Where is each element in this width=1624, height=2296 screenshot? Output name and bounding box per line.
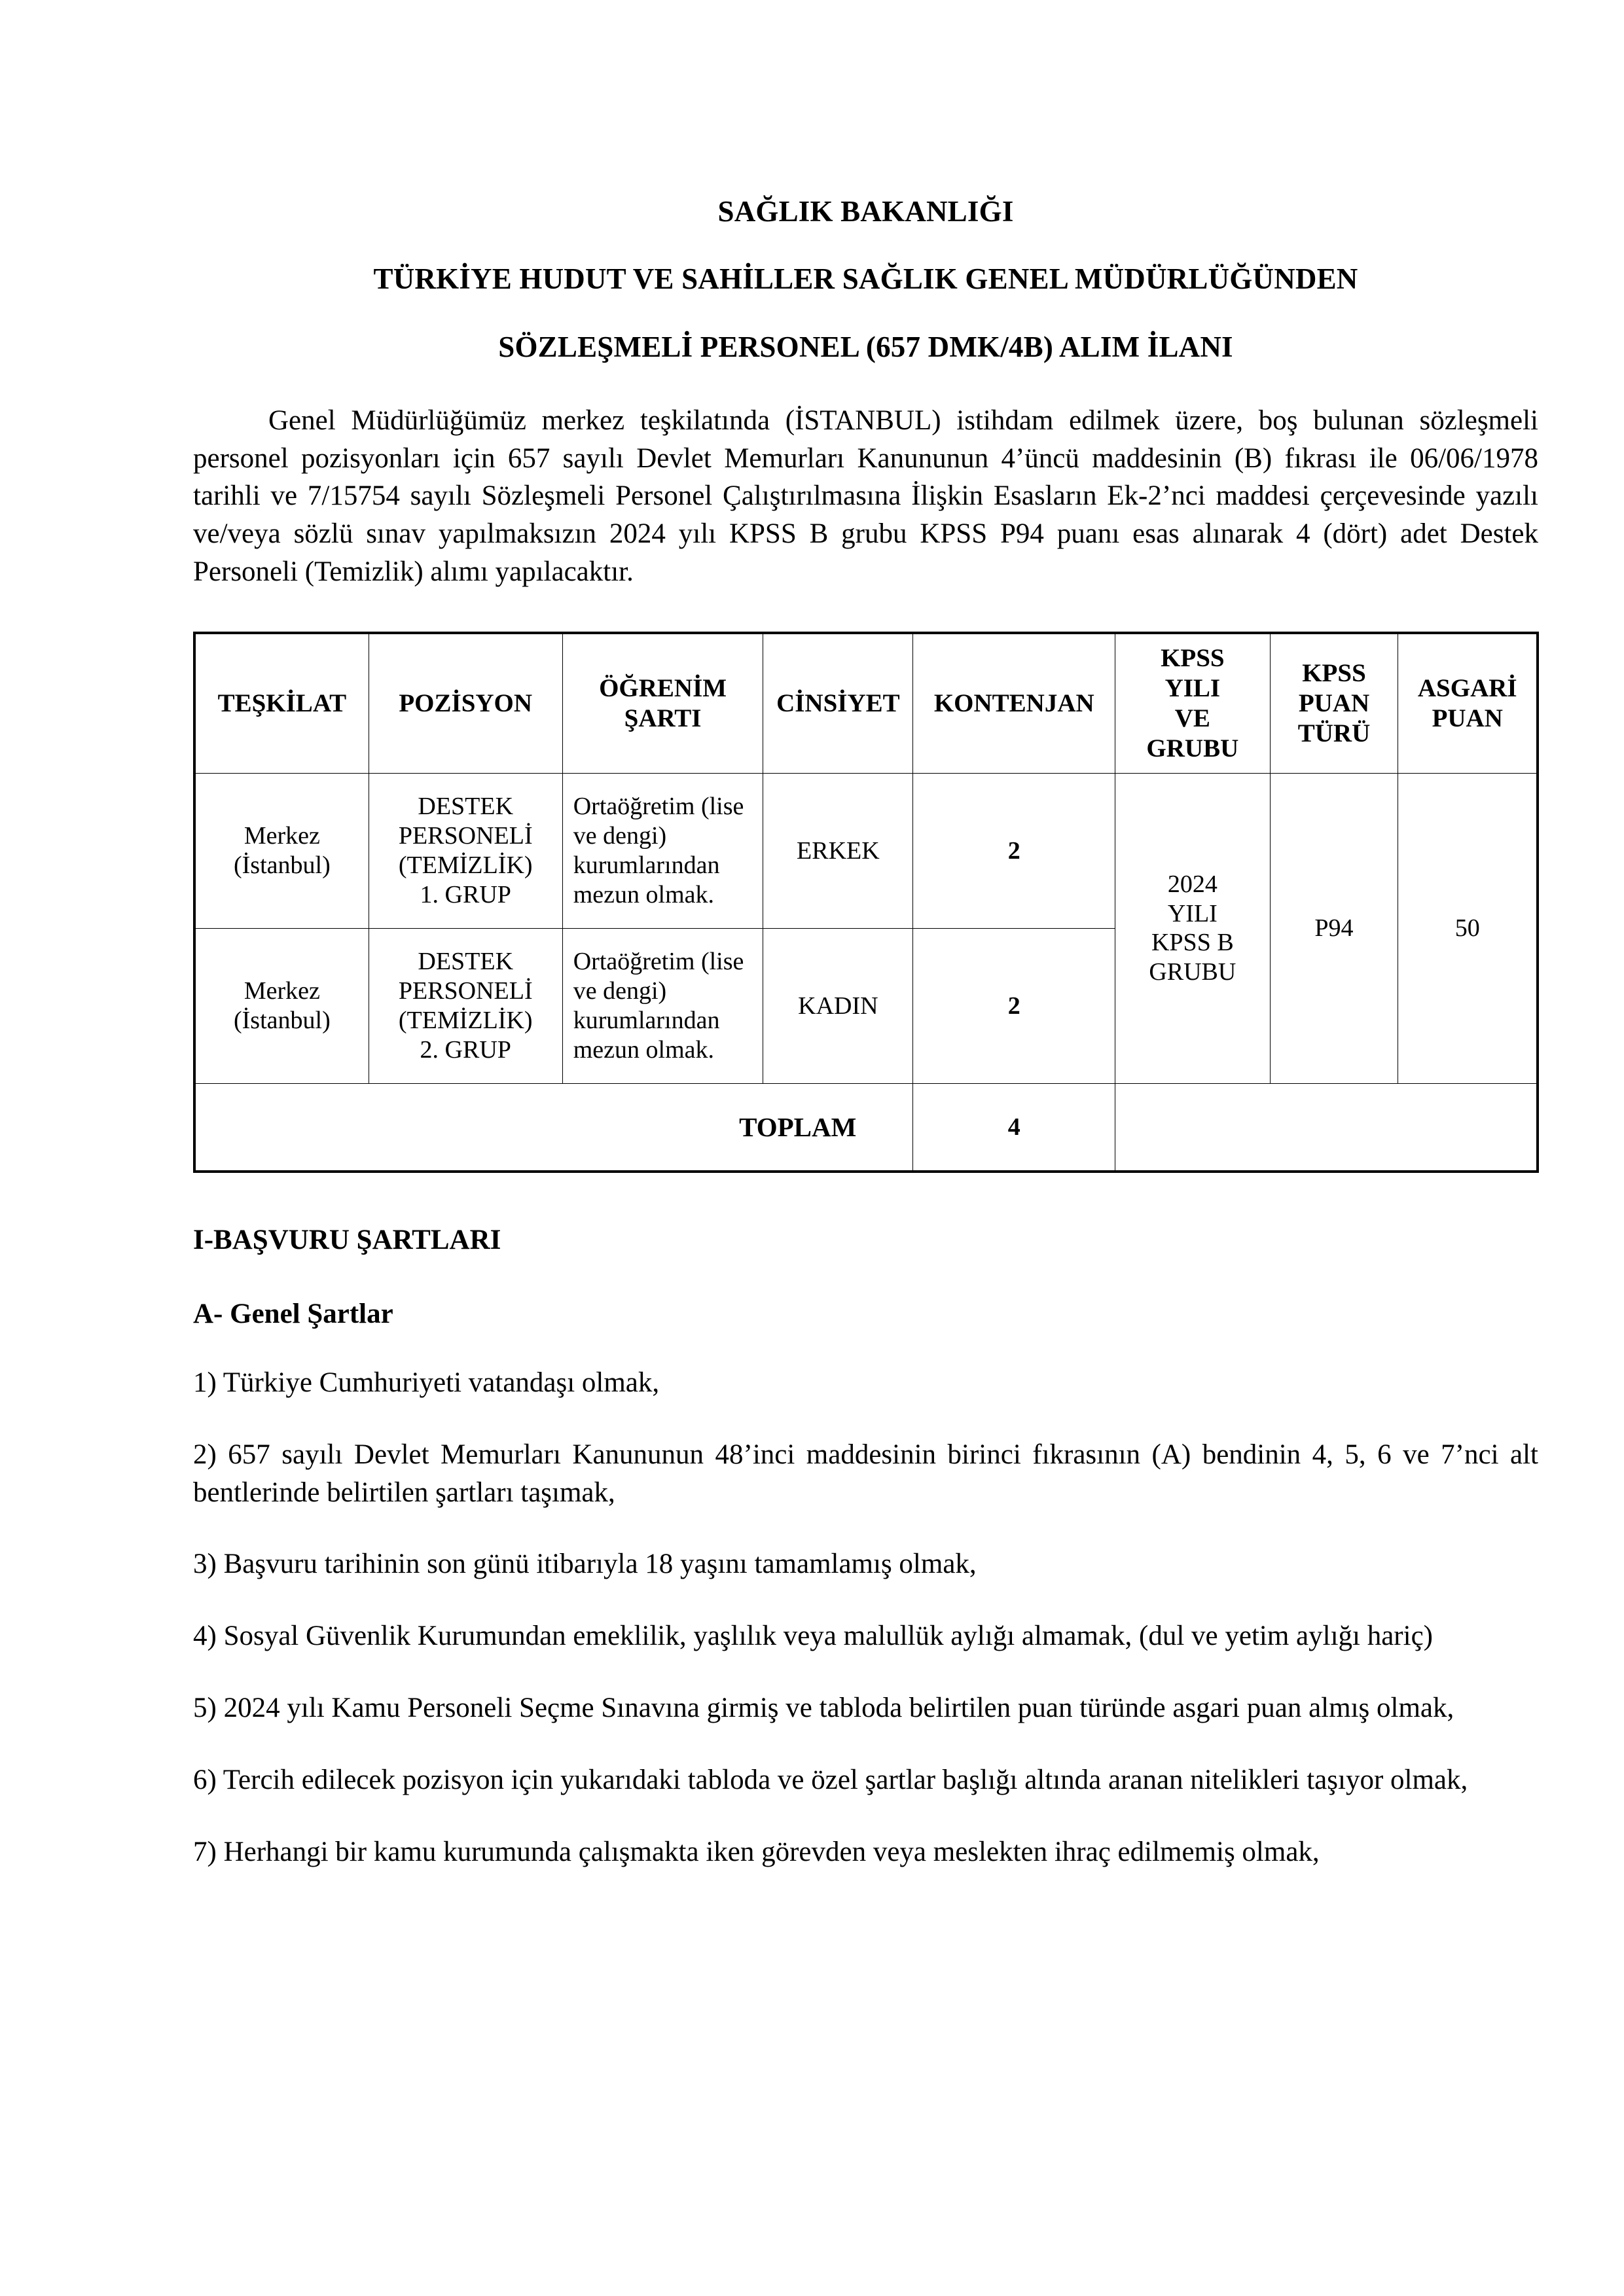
cell-pozisyon-line2: PERSONELİ (398, 822, 533, 850)
cell-kontenjan: 2 (913, 928, 1115, 1083)
cell-teskilat-line1: Merkez (244, 822, 320, 850)
document-title-announcement: SÖZLEŞMELİ PERSONEL (657 DMK/4B) ALIM İLANI (498, 330, 1233, 363)
header-kpss-yili-line3: VE (1174, 704, 1210, 732)
cell-ogrenim-sarti: Ortaöğretim (lise ve dengi) kurumlarından mezun olmak. (562, 928, 763, 1083)
cell-pozisyon-line1: DESTEK (418, 948, 514, 976)
condition-item-6: 6) Tercih edilecek pozisyon için yukarıdaki tabloda ve özel şartlar başlığı altında aranan nitelikleri taşıyor olmak, (193, 1764, 1468, 1795)
header-asgari-puan-line1: ASGARİ (1417, 673, 1517, 702)
header-ogrenim-sarti-line1: ÖĞRENİM (599, 673, 727, 702)
header-kpss-yili-line4: GRUBU (1146, 734, 1239, 762)
section-heading-basvuru-sartlari: I-BAŞVURU ŞARTLARI (193, 1224, 501, 1255)
cell-pozisyon-line3: (TEMİZLİK) (398, 1006, 533, 1034)
cell-cinsiyet: KADIN (763, 928, 913, 1083)
header-kpss-puan-turu (1270, 633, 1398, 774)
positions-table-container (193, 632, 1538, 1173)
header-kpss-puan-line2: PUAN (1298, 689, 1370, 717)
header-asgari-puan (1398, 633, 1538, 774)
header-asgari-puan-line2: PUAN (1432, 704, 1503, 732)
intro-paragraph: Genel Müdürlüğümüz merkez teşkilatında (İSTANBUL) istihdam edilmek üzere, boş bulunan sözleşmeli personel pozisyonları için 657 sayılı Devlet Memurları Kanununun 4’üncü maddesinin (B) fıkrası ile 06/06/1978 tarihli ve 7/15754 sayılı Sözleşmeli Personel Çalıştırılmasına İlişkin Esasların Ek-2’nci maddesi çerçevesinde yazılı ve/veya sözlü sınav yapılmaksızın 2024 yılı KPSS B grubu KPSS P94 puanı esas alınarak 4 (dört) adet Destek Personeli (Temizlik) alımı yapılacaktır. (193, 404, 1538, 588)
cell-pozisyon-line4: 2. GRUP (420, 1035, 511, 1064)
cell-teskilat-line2: (İstanbul) (233, 1006, 331, 1034)
condition-item-3: 3) Başvuru tarihinin son günü itibarıyla 18 yaşını tamamlamış olmak, (193, 1549, 977, 1580)
cell-teskilat (194, 773, 369, 928)
header-kontenjan: KONTENJAN (913, 633, 1115, 774)
cell-pozisyon-line4: 1. GRUP (420, 880, 511, 908)
positions-table (193, 632, 1539, 1173)
cell-kpss-yili-ve-grubu (1115, 773, 1270, 1083)
header-cinsiyet: CİNSİYET (763, 633, 913, 774)
document-title-ministry: SAĞLIK BAKANLIĞI (717, 195, 1014, 228)
header-kpss-yili-line1: KPSS (1161, 643, 1225, 672)
cell-kontenjan: 2 (913, 773, 1115, 928)
cell-toplam-label: TOPLAM (194, 1083, 913, 1172)
cell-pozisyon (369, 773, 562, 928)
condition-item-4: 4) Sosyal Güvenlik Kurumundan emeklilik, yaşlılık veya malullük aylığı almamak, (dul ve yetim aylığı hariç) (193, 1621, 1433, 1652)
header-kpss-yili-ve-grubu (1115, 633, 1270, 774)
cell-toplam-empty (1115, 1083, 1538, 1172)
table-header-row (194, 633, 1538, 774)
cell-teskilat-line2: (İstanbul) (233, 851, 331, 879)
table-total-row (194, 1083, 1538, 1172)
condition-item-2: 2) 657 sayılı Devlet Memurları Kanununun 48’inci maddesinin birinci fıkrasının (A) bendinin 4, 5, 6 ve 7’nci alt bentlerinde belirtilen şartları taşımak, (193, 1439, 1538, 1508)
condition-item-1: 1) Türkiye Cumhuriyeti vatandaşı olmak, (193, 1367, 660, 1398)
condition-item-7: 7) Herhangi bir kamu kurumunda çalışmakta iken görevden veya meslekten ihraç edilmemiş olmak, (193, 1836, 1320, 1867)
cell-kpss-yili-line1: 2024 (1167, 870, 1218, 898)
cell-teskilat (194, 928, 369, 1083)
cell-pozisyon (369, 928, 562, 1083)
cell-asgari-puan: 50 (1398, 773, 1538, 1083)
condition-item-5: 5) 2024 yılı Kamu Personeli Seçme Sınavına girmiş ve tabloda belirtilen puan türünde asgari puan almış olmak, (193, 1693, 1454, 1724)
document-title-directorate: TÜRKİYE HUDUT VE SAHİLLER SAĞLIK GENEL MÜDÜRLÜĞÜNDEN (373, 262, 1358, 296)
cell-kpss-puan-turu: P94 (1270, 773, 1398, 1083)
cell-kpss-yili-line3: KPSS B (1151, 929, 1234, 957)
cell-pozisyon-line3: (TEMİZLİK) (398, 851, 533, 879)
header-kpss-puan-line1: KPSS (1302, 658, 1366, 687)
header-kpss-puan-line3: TÜRÜ (1297, 719, 1371, 747)
cell-cinsiyet: ERKEK (763, 773, 913, 928)
header-ogrenim-sarti (562, 633, 763, 774)
table-row (194, 773, 1538, 928)
section-heading-genel-sartlar: A- Genel Şartlar (193, 1298, 393, 1329)
page-content (193, 0, 1538, 1899)
cell-ogrenim-sarti: Ortaöğretim (lise ve dengi) kurumlarından mezun olmak. (562, 773, 763, 928)
header-pozisyon: POZİSYON (369, 633, 562, 774)
cell-teskilat-line1: Merkez (244, 977, 320, 1005)
cell-pozisyon-line2: PERSONELİ (398, 977, 533, 1005)
header-ogrenim-sarti-line2: ŞARTI (624, 704, 702, 732)
cell-pozisyon-line1: DESTEK (418, 793, 514, 821)
cell-toplam-kontenjan: 4 (913, 1083, 1115, 1172)
cell-kpss-yili-line2: YILI (1167, 899, 1218, 927)
cell-kpss-yili-line4: GRUBU (1149, 958, 1236, 986)
header-teskilat: TEŞKİLAT (194, 633, 369, 774)
header-kpss-yili-line2: YILI (1164, 673, 1221, 702)
